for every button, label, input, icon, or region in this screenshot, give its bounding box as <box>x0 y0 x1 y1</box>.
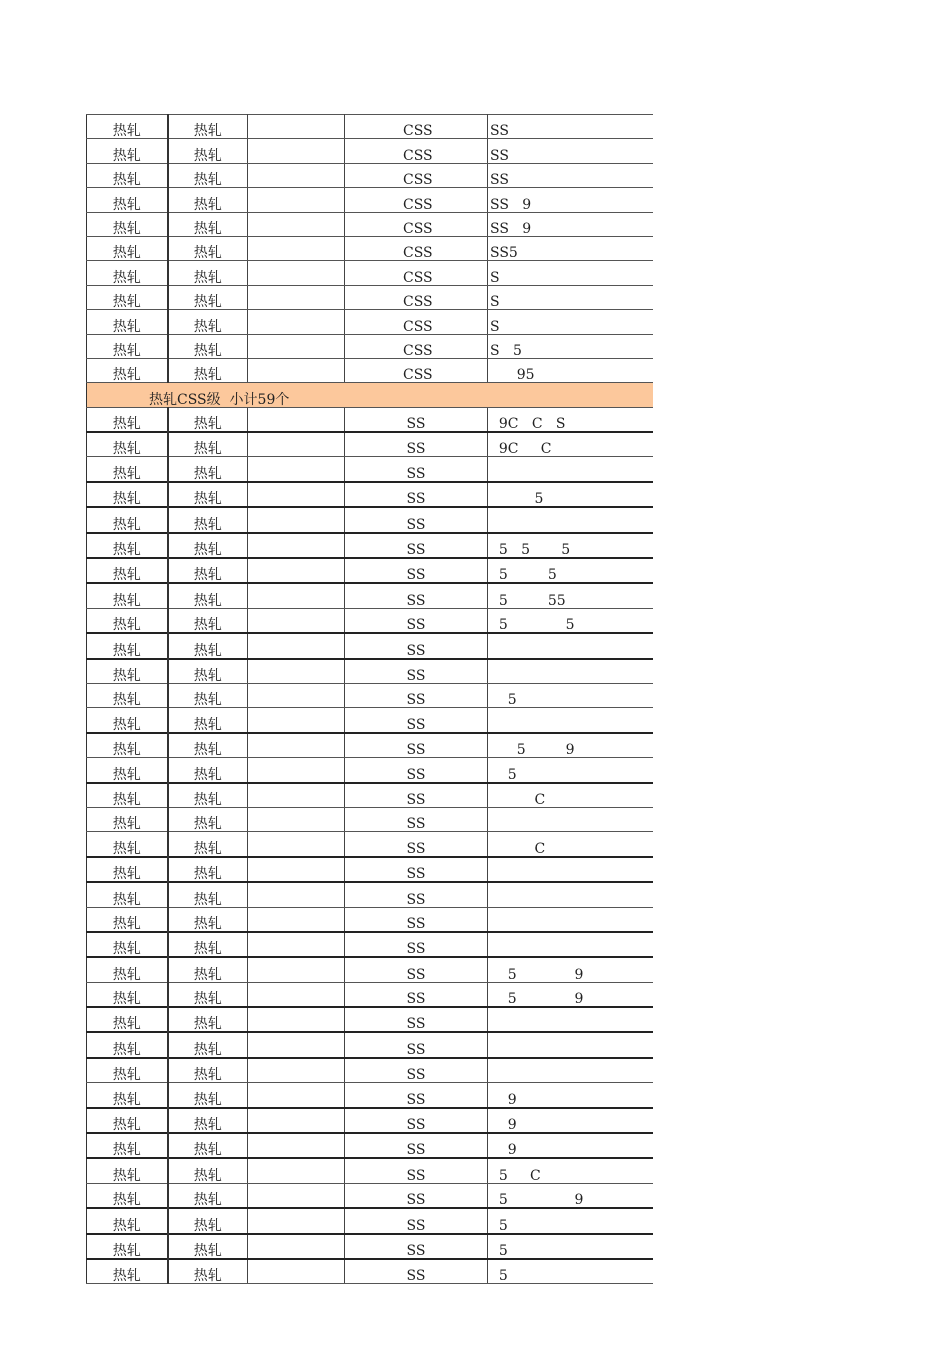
cell-c3[interactable] <box>248 608 345 633</box>
table-row <box>87 334 653 358</box>
table-row <box>87 1007 653 1032</box>
cell-c1[interactable]: 热轧 <box>87 1234 168 1259</box>
cell-c5[interactable]: S <box>488 310 653 334</box>
table-row <box>87 1259 653 1284</box>
cell-c2[interactable]: 热轧 <box>168 407 248 432</box>
cell-c4[interactable]: SS <box>345 432 488 457</box>
cell-c2[interactable]: 热轧 <box>168 608 248 633</box>
cell-c3[interactable] <box>248 558 345 583</box>
cell-c2[interactable]: 热轧 <box>168 683 248 707</box>
table-row <box>87 1234 653 1259</box>
table-row <box>87 783 653 808</box>
cell-c1[interactable]: 热轧 <box>87 708 168 733</box>
cell-c4[interactable]: SS <box>345 1158 488 1183</box>
cell-c3[interactable] <box>248 1007 345 1032</box>
cell-c3[interactable] <box>248 982 345 1007</box>
cell-c2[interactable]: 热轧 <box>168 236 248 260</box>
cell-c2[interactable]: 热轧 <box>168 507 248 532</box>
cell-c1[interactable]: 热轧 <box>87 285 168 309</box>
cell-c1[interactable]: 热轧 <box>87 882 168 907</box>
table-row <box>87 1032 653 1057</box>
cell-c2[interactable]: 热轧 <box>168 285 248 309</box>
cell-c3[interactable] <box>248 882 345 907</box>
cell-c1[interactable]: 热轧 <box>87 334 168 358</box>
cell-c3[interactable] <box>248 659 345 684</box>
cell-c5[interactable]: 95 <box>488 358 653 382</box>
cell-c1[interactable]: 热轧 <box>87 1158 168 1183</box>
cell-c4[interactable]: SS <box>345 1058 488 1083</box>
cell-c4[interactable]: SS <box>345 857 488 882</box>
cell-c1[interactable]: 热轧 <box>87 1032 168 1057</box>
cell-c1[interactable]: 热轧 <box>87 188 168 212</box>
cell-c4[interactable]: SS <box>345 1032 488 1057</box>
cell-c5[interactable]: SS5 <box>488 236 653 260</box>
cell-c5[interactable]: 5 5 5 <box>488 533 653 558</box>
cell-c4[interactable]: SS <box>345 907 488 932</box>
cell-c3[interactable] <box>248 533 345 558</box>
cell-c5[interactable] <box>488 633 653 658</box>
subtotal-row <box>87 383 653 407</box>
cell-c1[interactable]: 热轧 <box>87 807 168 831</box>
cell-c3[interactable] <box>248 857 345 882</box>
table-row <box>87 407 653 432</box>
cell-c3[interactable] <box>248 1158 345 1183</box>
cell-c2[interactable]: 热轧 <box>168 633 248 658</box>
spreadsheet-table <box>86 114 653 1284</box>
cell-c1[interactable]: 热轧 <box>87 212 168 236</box>
cell-c5[interactable] <box>488 1007 653 1032</box>
cell-c1[interactable]: 热轧 <box>87 432 168 457</box>
cell-c3[interactable] <box>248 832 345 857</box>
cell-c2[interactable]: 热轧 <box>168 1183 248 1208</box>
cell-c5[interactable] <box>488 708 653 733</box>
cell-c1[interactable]: 热轧 <box>87 457 168 482</box>
cell-c3[interactable] <box>248 457 345 482</box>
table-row <box>87 310 653 334</box>
table-row <box>87 608 653 633</box>
cell-c4[interactable]: SS <box>345 457 488 482</box>
table-row <box>87 957 653 982</box>
cell-c2[interactable]: 热轧 <box>168 310 248 334</box>
table-row <box>87 583 653 608</box>
cell-c5[interactable]: 9C C S <box>488 407 653 432</box>
table-row <box>87 507 653 532</box>
cell-c2[interactable]: 热轧 <box>168 261 248 285</box>
table-row <box>87 1183 653 1208</box>
cell-c2[interactable]: 热轧 <box>168 558 248 583</box>
cell-c2[interactable]: 热轧 <box>168 1083 248 1108</box>
cell-c3[interactable] <box>248 708 345 733</box>
cell-c5[interactable]: 9C C <box>488 432 653 457</box>
cell-c4[interactable]: CSS <box>345 115 488 139</box>
cell-c4[interactable]: SS <box>345 583 488 608</box>
cell-c5[interactable]: 5 <box>488 1208 653 1233</box>
cell-c1[interactable]: 热轧 <box>87 482 168 507</box>
cell-c4[interactable]: SS <box>345 807 488 831</box>
cell-c3[interactable] <box>248 115 345 139</box>
cell-c5[interactable] <box>488 659 653 684</box>
cell-c2[interactable]: 热轧 <box>168 783 248 808</box>
cell-c1[interactable]: 热轧 <box>87 358 168 382</box>
cell-c4[interactable]: CSS <box>345 212 488 236</box>
table-row <box>87 1133 653 1158</box>
cell-c5[interactable]: 9 <box>488 1108 653 1133</box>
cell-c4[interactable]: SS <box>345 507 488 532</box>
subtotal-label[interactable]: 热轧CSS级 小计59个 <box>87 383 653 407</box>
cell-c2[interactable]: 热轧 <box>168 932 248 957</box>
cell-c1[interactable]: 热轧 <box>87 1058 168 1083</box>
cell-c4[interactable]: SS <box>345 758 488 783</box>
cell-c2[interactable]: 热轧 <box>168 807 248 831</box>
cell-c1[interactable]: 热轧 <box>87 957 168 982</box>
cell-c1[interactable]: 热轧 <box>87 608 168 633</box>
cell-c2[interactable]: 热轧 <box>168 982 248 1007</box>
cell-c3[interactable] <box>248 583 345 608</box>
cell-c3[interactable] <box>248 236 345 260</box>
cell-c1[interactable]: 热轧 <box>87 907 168 932</box>
cell-c3[interactable] <box>248 683 345 707</box>
cell-c5[interactable]: C <box>488 832 653 857</box>
cell-c4[interactable]: SS <box>345 1259 488 1284</box>
cell-c5[interactable] <box>488 1058 653 1083</box>
cell-c2[interactable]: 热轧 <box>168 334 248 358</box>
cell-c3[interactable] <box>248 932 345 957</box>
table-row <box>87 1208 653 1233</box>
cell-c2[interactable]: 热轧 <box>168 1108 248 1133</box>
cell-c4[interactable]: SS <box>345 1234 488 1259</box>
cell-c5[interactable]: 5 9 <box>488 982 653 1007</box>
cell-c4[interactable]: SS <box>345 982 488 1007</box>
cell-c3[interactable] <box>248 163 345 187</box>
cell-c1[interactable]: 热轧 <box>87 310 168 334</box>
cell-c2[interactable]: 热轧 <box>168 733 248 758</box>
cell-c3[interactable] <box>248 1083 345 1108</box>
table-row <box>87 285 653 309</box>
cell-c3[interactable] <box>248 907 345 932</box>
cell-c2[interactable]: 热轧 <box>168 857 248 882</box>
cell-c5[interactable]: S <box>488 285 653 309</box>
cell-c3[interactable] <box>248 212 345 236</box>
cell-c3[interactable] <box>248 188 345 212</box>
cell-c3[interactable] <box>248 507 345 532</box>
cell-c3[interactable] <box>248 807 345 831</box>
cell-c5[interactable] <box>488 1032 653 1057</box>
cell-c1[interactable]: 热轧 <box>87 733 168 758</box>
cell-c3[interactable] <box>248 1183 345 1208</box>
cell-c3[interactable] <box>248 1133 345 1158</box>
cell-c5[interactable] <box>488 457 653 482</box>
cell-c2[interactable]: 热轧 <box>168 1133 248 1158</box>
cell-c3[interactable] <box>248 407 345 432</box>
cell-c4[interactable]: CSS <box>345 261 488 285</box>
cell-c4[interactable]: SS <box>345 1083 488 1108</box>
table-row <box>87 432 653 457</box>
cell-c4[interactable]: SS <box>345 533 488 558</box>
cell-c3[interactable] <box>248 1058 345 1083</box>
cell-c5[interactable]: 5 55 <box>488 583 653 608</box>
cell-c3[interactable] <box>248 334 345 358</box>
cell-c4[interactable]: SS <box>345 1208 488 1233</box>
table-row <box>87 115 653 139</box>
cell-c2[interactable]: 热轧 <box>168 832 248 857</box>
cell-c1[interactable]: 热轧 <box>87 758 168 783</box>
cell-c4[interactable]: SS <box>345 558 488 583</box>
cell-c2[interactable]: 热轧 <box>168 1032 248 1057</box>
cell-c3[interactable] <box>248 783 345 808</box>
cell-c3[interactable] <box>248 285 345 309</box>
cell-c4[interactable]: CSS <box>345 334 488 358</box>
cell-c5[interactable] <box>488 882 653 907</box>
cell-c4[interactable]: SS <box>345 659 488 684</box>
table-row <box>87 1108 653 1133</box>
table-row <box>87 139 653 163</box>
table-row <box>87 188 653 212</box>
cell-c5[interactable]: 5 C <box>488 1158 653 1183</box>
table-row <box>87 758 653 783</box>
cell-c2[interactable]: 热轧 <box>168 1007 248 1032</box>
table-row <box>87 236 653 260</box>
cell-c2[interactable]: 热轧 <box>168 708 248 733</box>
cell-c5[interactable]: SS <box>488 115 653 139</box>
cell-c2[interactable]: 热轧 <box>168 1158 248 1183</box>
cell-c1[interactable]: 热轧 <box>87 1259 168 1284</box>
cell-c2[interactable]: 热轧 <box>168 432 248 457</box>
table-row <box>87 832 653 857</box>
cell-c2[interactable]: 热轧 <box>168 882 248 907</box>
cell-c2[interactable]: 热轧 <box>168 139 248 163</box>
cell-c4[interactable]: CSS <box>345 163 488 187</box>
cell-c4[interactable]: CSS <box>345 310 488 334</box>
cell-c4[interactable]: CSS <box>345 188 488 212</box>
cell-c1[interactable]: 热轧 <box>87 583 168 608</box>
cell-c5[interactable]: SS <box>488 163 653 187</box>
cell-c2[interactable]: 热轧 <box>168 482 248 507</box>
table-row <box>87 482 653 507</box>
cell-c3[interactable] <box>248 1108 345 1133</box>
cell-c1[interactable]: 热轧 <box>87 659 168 684</box>
cell-c3[interactable] <box>248 1259 345 1284</box>
table-row <box>87 163 653 187</box>
table-row <box>87 932 653 957</box>
cell-c3[interactable] <box>248 261 345 285</box>
cell-c4[interactable]: SS <box>345 708 488 733</box>
cell-c5[interactable]: 9 <box>488 1083 653 1108</box>
cell-c4[interactable]: CSS <box>345 139 488 163</box>
cell-c2[interactable]: 热轧 <box>168 457 248 482</box>
cell-c5[interactable] <box>488 932 653 957</box>
cell-c4[interactable]: SS <box>345 783 488 808</box>
cell-c5[interactable]: 5 <box>488 1234 653 1259</box>
cell-c5[interactable]: 5 <box>488 1259 653 1284</box>
cell-c3[interactable] <box>248 633 345 658</box>
cell-c1[interactable]: 热轧 <box>87 507 168 532</box>
cell-c1[interactable]: 热轧 <box>87 407 168 432</box>
cell-c5[interactable]: 5 <box>488 482 653 507</box>
cell-c1[interactable]: 热轧 <box>87 1133 168 1158</box>
table-row <box>87 457 653 482</box>
table-row <box>87 533 653 558</box>
cell-c4[interactable]: SS <box>345 1183 488 1208</box>
cell-c1[interactable]: 热轧 <box>87 1208 168 1233</box>
cell-c3[interactable] <box>248 758 345 783</box>
cell-c1[interactable]: 热轧 <box>87 1183 168 1208</box>
cell-c5[interactable]: 5 <box>488 683 653 707</box>
table-row <box>87 807 653 831</box>
cell-c5[interactable]: C <box>488 783 653 808</box>
cell-c2[interactable]: 热轧 <box>168 659 248 684</box>
cell-c2[interactable]: 热轧 <box>168 188 248 212</box>
cell-c5[interactable]: 5 <box>488 758 653 783</box>
cell-c3[interactable] <box>248 358 345 382</box>
cell-c1[interactable]: 热轧 <box>87 236 168 260</box>
cell-c2[interactable]: 热轧 <box>168 1234 248 1259</box>
cell-c1[interactable]: 热轧 <box>87 982 168 1007</box>
cell-c5[interactable]: S <box>488 261 653 285</box>
cell-c5[interactable] <box>488 857 653 882</box>
cell-c3[interactable] <box>248 957 345 982</box>
cell-c4[interactable]: SS <box>345 407 488 432</box>
cell-c2[interactable]: 热轧 <box>168 1208 248 1233</box>
cell-c1[interactable]: 热轧 <box>87 533 168 558</box>
table-row <box>87 1058 653 1083</box>
table-row <box>87 261 653 285</box>
cell-c1[interactable]: 热轧 <box>87 163 168 187</box>
cell-c1[interactable]: 热轧 <box>87 683 168 707</box>
cell-c5[interactable] <box>488 907 653 932</box>
cell-c2[interactable]: 热轧 <box>168 1058 248 1083</box>
cell-c5[interactable]: 5 5 <box>488 608 653 633</box>
cell-c1[interactable]: 热轧 <box>87 783 168 808</box>
cell-c1[interactable]: 热轧 <box>87 558 168 583</box>
table-row <box>87 907 653 932</box>
cell-c4[interactable]: SS <box>345 957 488 982</box>
cell-c2[interactable]: 热轧 <box>168 115 248 139</box>
table-row <box>87 882 653 907</box>
cell-c5[interactable]: 5 5 <box>488 558 653 583</box>
cell-c1[interactable]: 热轧 <box>87 633 168 658</box>
table-row <box>87 857 653 882</box>
cell-c4[interactable]: SS <box>345 733 488 758</box>
table-row <box>87 1083 653 1108</box>
cell-c5[interactable]: S 5 <box>488 334 653 358</box>
cell-c5[interactable]: 5 9 <box>488 957 653 982</box>
table-body <box>87 115 653 1284</box>
table-row <box>87 982 653 1007</box>
cell-c2[interactable]: 热轧 <box>168 1259 248 1284</box>
table-row <box>87 708 653 733</box>
table-row <box>87 683 653 707</box>
cell-c1[interactable]: 热轧 <box>87 1108 168 1133</box>
cell-c4[interactable]: SS <box>345 482 488 507</box>
cell-c1[interactable]: 热轧 <box>87 932 168 957</box>
cell-c4[interactable]: CSS <box>345 236 488 260</box>
cell-c5[interactable]: 5 9 <box>488 1183 653 1208</box>
cell-c2[interactable]: 热轧 <box>168 533 248 558</box>
cell-c4[interactable]: SS <box>345 832 488 857</box>
table-row <box>87 358 653 382</box>
cell-c1[interactable]: 热轧 <box>87 857 168 882</box>
cell-c3[interactable] <box>248 310 345 334</box>
cell-c1[interactable]: 热轧 <box>87 1007 168 1032</box>
cell-c5[interactable]: SS 9 <box>488 188 653 212</box>
cell-c1[interactable]: 热轧 <box>87 139 168 163</box>
table-row <box>87 212 653 236</box>
cell-c3[interactable] <box>248 1234 345 1259</box>
cell-c4[interactable]: CSS <box>345 285 488 309</box>
table-row <box>87 1158 653 1183</box>
cell-c4[interactable]: CSS <box>345 358 488 382</box>
table-row <box>87 633 653 658</box>
cell-c3[interactable] <box>248 1032 345 1057</box>
cell-c4[interactable]: SS <box>345 633 488 658</box>
cell-c3[interactable] <box>248 482 345 507</box>
cell-c1[interactable]: 热轧 <box>87 832 168 857</box>
cell-c3[interactable] <box>248 733 345 758</box>
cell-c5[interactable] <box>488 507 653 532</box>
cell-c2[interactable]: 热轧 <box>168 212 248 236</box>
table-row <box>87 733 653 758</box>
cell-c5[interactable]: 9 <box>488 1133 653 1158</box>
cell-c4[interactable]: SS <box>345 882 488 907</box>
cell-c4[interactable]: SS <box>345 1108 488 1133</box>
cell-c2[interactable]: 热轧 <box>168 907 248 932</box>
cell-c2[interactable]: 热轧 <box>168 957 248 982</box>
cell-c1[interactable]: 热轧 <box>87 261 168 285</box>
cell-c2[interactable]: 热轧 <box>168 163 248 187</box>
cell-c5[interactable]: 5 9 <box>488 733 653 758</box>
cell-c3[interactable] <box>248 432 345 457</box>
cell-c3[interactable] <box>248 139 345 163</box>
cell-c4[interactable]: SS <box>345 1007 488 1032</box>
table-row <box>87 558 653 583</box>
cell-c5[interactable]: SS 9 <box>488 212 653 236</box>
cell-c2[interactable]: 热轧 <box>168 758 248 783</box>
cell-c4[interactable]: SS <box>345 683 488 707</box>
cell-c4[interactable]: SS <box>345 932 488 957</box>
cell-c5[interactable] <box>488 807 653 831</box>
cell-c4[interactable]: SS <box>345 1133 488 1158</box>
table-row <box>87 659 653 684</box>
cell-c2[interactable]: 热轧 <box>168 583 248 608</box>
cell-c4[interactable]: SS <box>345 608 488 633</box>
cell-c3[interactable] <box>248 1208 345 1233</box>
cell-c5[interactable]: SS <box>488 139 653 163</box>
cell-c1[interactable]: 热轧 <box>87 1083 168 1108</box>
cell-c1[interactable]: 热轧 <box>87 115 168 139</box>
cell-c2[interactable]: 热轧 <box>168 358 248 382</box>
